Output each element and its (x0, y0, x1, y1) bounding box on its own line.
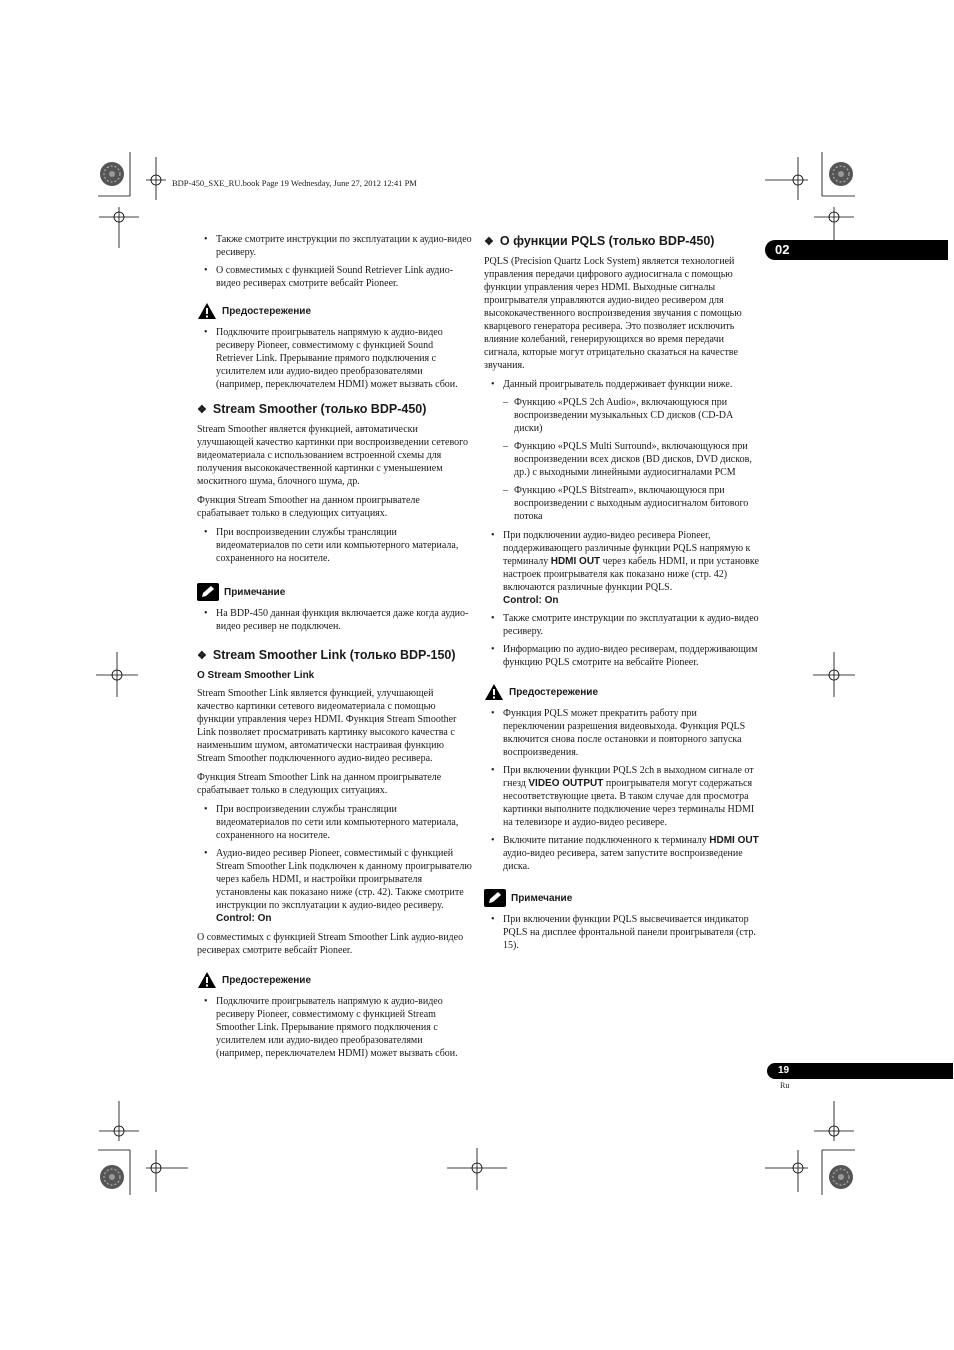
sub-list-item: – Функцию «PQLS Bitstream», включающуюся при воспроизведении с выходным аудиосигналом битового потока (484, 484, 759, 523)
paragraph: О совместимых с функцией Stream Smoother Link аудио-видео ресиверах смотрите вебсайт Pioneer. (197, 932, 464, 956)
reg-mark-br (814, 1101, 854, 1141)
note-pencil-icon (197, 583, 219, 601)
caution-title: Предостережение (222, 305, 312, 317)
section-heading-stream-smoother-link: ❖ Stream Smoother Link (только BDP-150) (197, 648, 456, 662)
paragraph: Функция Stream Smoother Link на данном проигрывателе срабатывает только в следующих ситуациях. (197, 772, 442, 796)
reg-mark-tr (765, 157, 808, 200)
note-title: Примечание (511, 892, 573, 904)
setting-value: Control: On (503, 595, 559, 606)
list-item: • При воспроизведении службы трансляции видеоматериалов по сети или компьютерного материала, сохраненного на носителе. (197, 526, 472, 565)
target-tl (100, 162, 124, 186)
page-number: 19 (767, 1063, 953, 1079)
list-item: • Также смотрите инструкции по эксплуатации к аудио-видео ресиверу. (484, 612, 759, 638)
diamond-bullet-icon: ❖ (197, 404, 207, 416)
reg-mark-br2 (765, 1150, 808, 1192)
reg-mark-mr (813, 652, 855, 697)
reg-mark-ml (96, 652, 138, 697)
note-pencil-icon (484, 889, 506, 907)
reg-mark-tl2 (99, 207, 139, 248)
reg-mark-bc (447, 1148, 507, 1190)
paragraph: Функция Stream Smoother на данном проигрывателе срабатывает только в следующих ситуациях. (197, 495, 420, 519)
list-item: • На BDP-450 данная функция включается даже когда аудио-видео ресивер не подключен. (197, 607, 472, 633)
caution-title: Предостережение (222, 974, 312, 986)
list-item: • Данный проигрыватель поддерживает функции ниже. – Функцию «PQLS 2ch Audio», включающуюся при воспроизведении музыкальных CD дисков (CD-DA диски) – Функцию «PQLS Multi Surround», включающуюся при воспроизведении всех дисков (BD дисков, DVD дисков, др.) с выходными линейными аудиосигналами PCM – Функцию «PQLS Bitstream», включающуюся при воспроизведении с выходным аудиосигналом битового потока (484, 378, 759, 523)
list-item: • Информацию по аудио-видео ресиверам, поддерживающим функцию PQLS смотрите на вебсайте Pioneer. (484, 643, 759, 669)
list-item: • При включении функции PQLS 2ch в выходном сигнале от гнезд VIDEO OUTPUT проигрывателя могут содержаться несоответствующие цвета. В таком случае для просмотра картинки выполните подключение через терминалы HDMI на телевизоре и аудио-видео ресивере. (484, 764, 759, 829)
warning-icon (197, 302, 217, 320)
list-item: • При воспроизведении службы трансляции видеоматериалов по сети или компьютерного материала, сохраненного на носителе. (197, 803, 472, 842)
list-item: • При включении функции PQLS высвечивается индикатор PQLS на дисплее фронтальной панели проигрывателя (стр. 15). (484, 913, 759, 952)
paragraph: Stream Smoother Link является функцией, улучшающей качество картинки сетевого видеоматериала с помощью функции управления через HDMI. Функция Stream Smoother Link позволяет просматривать картинку высокого качества с наименьшим шумом, автоматически настраивая функцию Stream Smoother подключенного аудио-видео ресивера. (197, 688, 457, 764)
list-item: • Аудио-видео ресивер Pioneer, совместимый с функцией Stream Smoother Link подключен к данному проигрывателю через кабель HDMI, и настройки проигрывателя установлены как показано ниже (стр. 42). Также смотрите инструкции по эксплуатации к аудио-видео ресиверу. Control: On (197, 847, 472, 925)
paragraph: PQLS (Precision Quartz Lock System) является технологией управления передачи цифрового аудиосигнала с помощью функции управления через HDMI. Выходные сигналы проигрывателя управляются аудио-видео ресивером для высококачественного воспроизведения звучания с помощью кварцевого генератора ресивера. Это позволяет исключить влияние колебаний, генерирующихся во время передачи сигнала, которые могут отрицательно сказаться на качестве звучания. (484, 256, 742, 371)
target-br (829, 1165, 853, 1189)
caution-title: Предостережение (509, 686, 599, 698)
right-column (484, 233, 759, 958)
print-header-line: BDP-450_SXE_RU.book Page 19 Wednesday, June 27, 2012 12:41 PM (172, 178, 417, 188)
note-title: Примечание (224, 586, 286, 598)
reg-mark-bl2 (146, 1150, 188, 1192)
chapter-tab: 02 (765, 240, 948, 260)
warning-icon (197, 971, 217, 989)
target-tr (829, 162, 853, 186)
caution-heading (197, 302, 472, 320)
sub-list-item: – Функцию «PQLS 2ch Audio», включающуюся при воспроизведении музыкальных CD дисков (CD-DA диски) (484, 396, 759, 435)
list-item: • Подключите проигрыватель напрямую к аудио-видео ресиверу Pioneer, совместимому с функцией Sound Retriever Link. Прерывание прямого подключения с усилителем или аудио-видео преобразователями (например, переключателем HDMI) может вызвать сбои. (197, 326, 472, 391)
left-column (197, 233, 472, 1066)
diamond-bullet-icon: ❖ (197, 650, 207, 662)
setting-value: Control: On (216, 913, 272, 924)
note-heading (484, 889, 759, 907)
diamond-bullet-icon: ❖ (484, 236, 494, 248)
subsection-heading: О Stream Smoother Link (197, 670, 315, 681)
list-item: • Включите питание подключенного к терминалу HDMI OUT аудио-видео ресивера, затем запустите воспроизведение диска. (484, 834, 759, 873)
warning-icon (484, 683, 504, 701)
language-code: Ru (780, 1081, 790, 1090)
sub-list-item: – Функцию «PQLS Multi Surround», включающуюся при воспроизведении всех дисков (BD дисков, DVD дисков, др.) с выходными линейными аудиосигналами PCM (484, 440, 759, 479)
terminal-label: HDMI OUT (709, 835, 759, 846)
section-heading-pqls: ❖ О функции PQLS (только BDP-450) (484, 234, 715, 248)
terminal-label: VIDEO OUTPUT (528, 778, 604, 789)
note-heading (197, 583, 472, 601)
reg-mark-bl (99, 1101, 139, 1141)
list-item: • О совместимых с функцией Sound Retriever Link аудио-видео ресиверах смотрите вебсайт Pioneer. (197, 264, 472, 290)
list-item: • Подключите проигрыватель напрямую к аудио-видео ресиверу Pioneer, совместимому с функцией Stream Smoother Link. Прерывание прямого подключения с усилителем или аудио-видео преобразователями (например, переключателем HDMI) может вызвать сбои. (197, 995, 472, 1060)
reg-mark-tl (146, 157, 166, 200)
section-heading-stream-smoother: ❖ Stream Smoother (только BDP-450) (197, 402, 427, 416)
list-item: • При подключении аудио-видео ресивера Pioneer, поддерживающего различные функции PQLS напрямую к терминалу HDMI OUT через кабель HDMI, и при установке настроек проигрывателя как показано ниже (стр. 42) включаются различные функции PQLS. Control: On (484, 529, 759, 607)
caution-heading (197, 971, 472, 989)
list-item: • Функция PQLS может прекратить работу при переключении разрешения видеовыхода. Функция PQLS включится снова после остановки и повторного запуска воспроизведения. (484, 707, 759, 759)
caution-heading (484, 683, 759, 701)
target-bl (100, 1165, 124, 1189)
paragraph: Stream Smoother является функцией, автоматически улучшающей качество картинки при воспроизведении сетевого видеоматериала с использованием встроенной схемы для получения высококачественной картинки с уменьшением москитного шума, блочного шума, др. (197, 424, 468, 487)
list-item: • Также смотрите инструкции по эксплуатации к аудио-видео ресиверу. (197, 233, 472, 259)
terminal-label: HDMI OUT (550, 556, 601, 567)
